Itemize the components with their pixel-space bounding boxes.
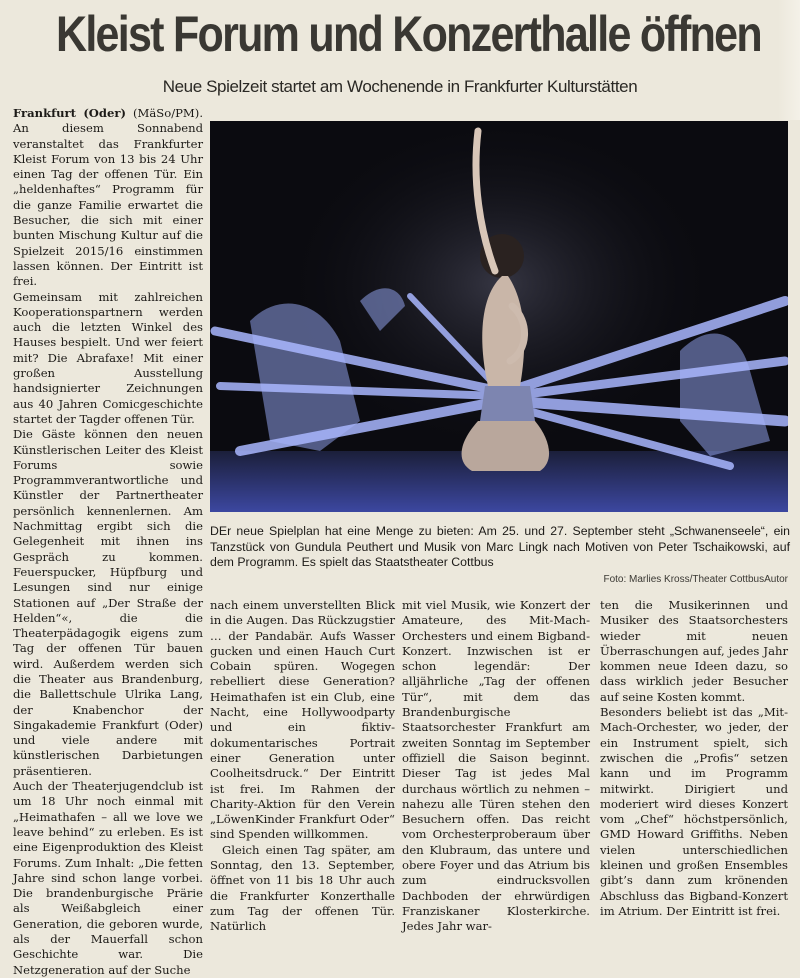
dateline: Frankfurt (Oder): [13, 106, 126, 120]
article-headline: Kleist Forum und Konzerthalle öffnen: [56, 6, 761, 62]
article-paragraph: Gleich einen Tag später, am Sonntag, den 13. September, öffnet von 11 bis 18 Uhr auch die Frankfurter Konzerthalle zum Tag der offenen Tür. Natürlich: [210, 842, 395, 934]
article-paragraph: ten die Musikerinnen und Musiker des Staatsorchesters wieder mit neuen Überraschungen auf, jedes Jahr kommen neue Ideen dazu, so dass wirklich jeder Besucher auf seine Kosten kommt.: [600, 598, 788, 704]
page-edge-shadow: [778, 0, 800, 120]
article-paragraph: [13, 106, 203, 290]
article-column-4: [600, 598, 788, 919]
source-tag: (MäSo/PM).: [132, 106, 203, 120]
article-column-2: [210, 598, 395, 935]
article-paragraph: Die Gäste können den neuen Künstlerischen Leiter des Kleist Forums sowie Programmverantwortliche und Künstler der Partnertheater persönlich kennenlernen. Am Nachmittag ergibt sich die Gelegenheit mit ihnen ins Gespräch zu kommen. Feuerspucker, Hüpfburg und Lesungen sind nur einige Stationen auf „Der Straße der Helden“«, die die Theaterpädagogik eigens zum Tag der offenen Tür bauen wird. Außerdem werden sich die Theater aus Brandenburg, die Ballettschule Ulrika Lang, der Knabenchor der Singakademie Frankfurt (Oder) und viele andere mit künstlerischen Darbietungen präsentieren.: [13, 427, 203, 778]
article-paragraph: Gemeinsam mit zahlreichen Kooperationspartnern werden auch die letzten Winkel des Hauses bespielt. Und wer feiert mit? Die Abrafaxe! Mit einer großen Ausstellung handsignierter Zeichnungen aus 40 Jahren Comicgeschichte startet der Tagder offenen Tür.: [13, 289, 203, 426]
dance-photo-illustration: [210, 121, 788, 512]
article-paragraph: Auch der Theaterjugendclub ist um 18 Uhr noch einmal mit „Heimathafen – all we love we leave behind“ zu erleben. Es ist eine Eigenproduktion des Kleist Forums. Zum Inhalt: „Die fetten Jahre sind schon lange vorbei. Die brandenburgische Prärie als Weißabgleich einer Generation, die geboren wurde, als der Mauerfall schon Geschichte war. Die Netzgeneration auf der Suche: [13, 779, 203, 977]
article-column-3: [402, 598, 590, 935]
article-paragraph: Besonders beliebt ist das „Mit-Mach-Orchester, wo jeder, der ein Instrument spielt, sich zwischen die „Profis“ setzen kann und im Programm mitwirkt. Dirigiert und moderiert wird dieses Konzert vom „Chef“ höchstpersönlich, GMD Howard Griffiths. Neben vielen unterschiedlichen kleinen und großen Ensembles gibt’s dann zum krönenden Abschluss das Bigband-Konzert im Atrium. Der Eintritt ist frei.: [600, 705, 788, 918]
photo-credit: Foto: Marlies Kross/Theater CottbusAutor: [603, 574, 788, 585]
dance-photo: [210, 121, 788, 512]
article-paragraph: mit viel Musik, wie Konzert der Amateure, des Mit-Mach-Orchesters und einem Bigband-Konzert. Inzwischen ist er schon legendär: Der alljährliche „Tag der offenen Tür“, mit dem das Brandenburgische Staatsorchester Frankfurt am zweiten Sonntag im September offiziell die Saison beginnt. Dieser Tag ist jedes Mal durchaus wörtlich zu nehmen – nahezu alle Türen stehen den Besuchern offen. Das reicht vom Orchesterproberaum über den Klubraum, das untere und obere Foyer und das Atrium bis zum eindrucksvollen Dachboden der ehrwürdigen Franziskaner Klosterkirche. Jedes Jahr war-: [402, 598, 590, 934]
article-paragraph: nach einem unverstellten Blick in die Augen. Das Rückzugstier … der Pandabär. Aufs Wasser gucken und einen Hauch Curt Cobain spüren. Wogegen rebelliert diese Generation? Heimathafen ist ein Club, eine Nacht, eine Hollywoodparty und ein fiktiv-dokumentarisches Portrait einer Generation unter Coolheitsdruck.“ Der Eintritt ist frei. Im Rahmen der Charity-Aktion für den Verein „LöwenKinder Frankfurt Oder“ sind Spenden willkommen.: [210, 598, 395, 842]
article-column-1: [13, 106, 203, 978]
paragraph-text: An diesem Sonnabend veranstaltet das Frankfurter Kleist Forum von 13 bis 24 Uhr einen Tag der offenen Tür. Ein „heldenhaftes“ Programm für die ganze Familie erwartet die Besucher, die sich mit einer bunten Mischung Kultur auf die Spielzeit 2015/16 einstimmen lassen können. Der Eintritt ist frei.: [13, 121, 203, 289]
photo-caption: DEr neue Spielplan hat eine Menge zu bieten: Am 25. und 27. September steht „Schwanenseele“, ein Tanzstück von Gundula Peuthert und Musik von Marc Lingk nach Motiven von Peter Tschaikowski, auf dem Programm. Es spielt das Staatstheater Cottbus: [210, 524, 790, 569]
article-subheadline: Neue Spielzeit startet am Wochenende in Frankfurter Kulturstätten: [162, 77, 638, 96]
